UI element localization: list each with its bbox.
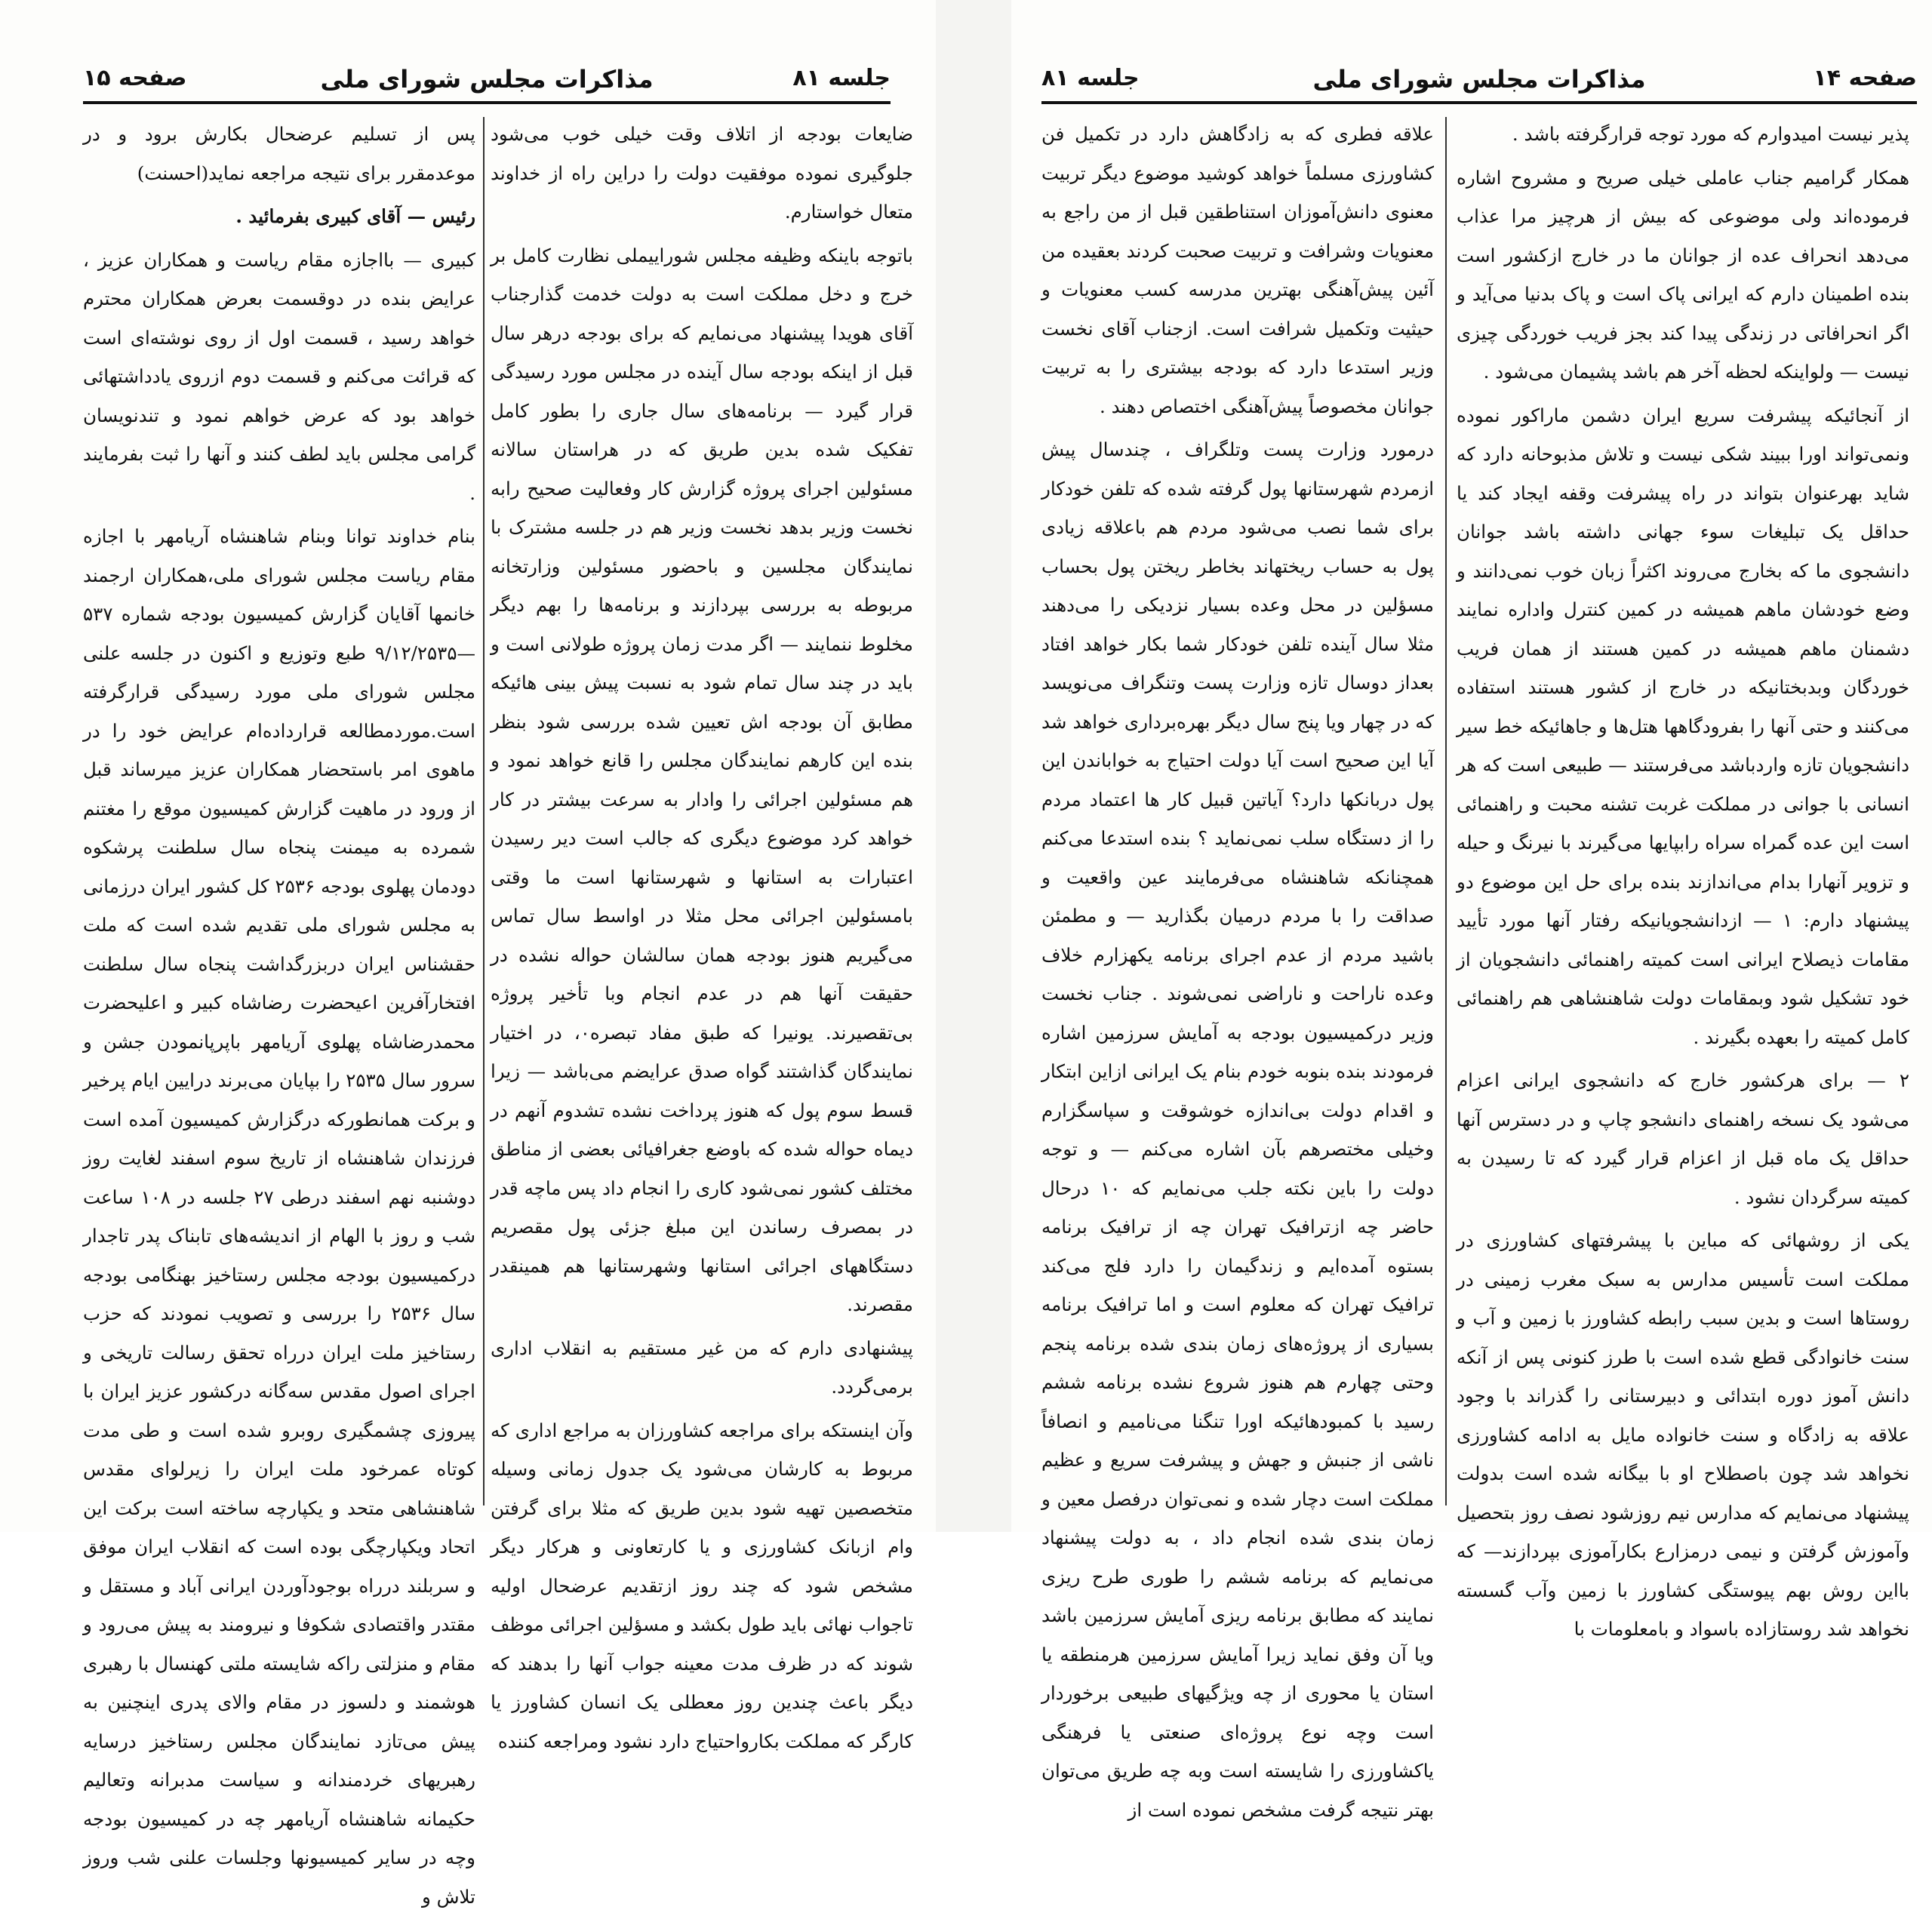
- page-title: مذاکرات مجلس شورای ملی: [320, 65, 654, 94]
- paragraph: پذیر نیست امیدوارم که مورد توجه قرارگرفته باشد .: [1512, 123, 1909, 145]
- right-page-right-column: [1457, 115, 1909, 1649]
- left-page-left-column: [83, 115, 475, 1916]
- page-title: مذاکرات مجلس شورای ملی: [1312, 65, 1646, 94]
- header-rule: [83, 101, 891, 104]
- speaker-line: رئیس — آقای کبیری بفرمائید .: [235, 205, 475, 227]
- left-page-header: [83, 59, 891, 107]
- left-page-right-column: [491, 115, 913, 1761]
- session-number: جلسه ۸۱: [1041, 65, 1140, 91]
- paragraph: پیشنهادی دارم که من غیر مستقیم به انقلاب اداری برمی‌گردد.: [491, 1336, 913, 1398]
- paragraph: همکار گرامیم جناب عاملی خیلی صریح و مشروح اشاره فرموده‌اند ولی موضوعی که بیش از هرچیز مرا عذاب می‌دهد انحراف عده از جوانان ما در خارج ازکشور است بنده اطمینان دارم که ایرانی پاک است و پاک بدنیا می‌آید و اگر انحرافاتی در زندگی پیدا کند بجز فریب خوردگی چیزی نیست — ولواینکه لحظه آخر هم باشد پشیمان می‌شود .: [1457, 166, 1909, 383]
- page-gutter: [936, 0, 1011, 1532]
- column-divider: [483, 117, 485, 1505]
- paragraph: بنام خداوند توانا وبنام شاهنشاه آریامهر با اجازه مقام ریاست مجلس شورای ملی،همکاران ارجمند خانمها آقایان گزارش کمیسیون بودجه شماره ۵۳۷—۹/۱۲/۲۵۳۵ طبع وتوزیع و اکنون در جلسه علنی مجلس شورای ملی مورد رسیدگی قرارگرفته است.موردمطالعه قرارداده‌ام عرایض خود را در ماهوی امر باستحضار همکاران عزیز میرساند قبل از ورود در ماهیت گزارش کمیسیون موقع را مغتنم شمرده به میمنت پنجاه سال سلطنت پرشکوه دودمان پهلوی بودجه ۲۵۳۶ کل کشور ایران درزمانی به مجلس شورای ملی تقدیم شده است که ملت حقشناس ایران دربزرگداشت پنجاه سال سلطنت افتخارآفرین اعیحضرت رضاشاه کبیر و اعلیحضرت محمدرضاشاه پهلوی آریامهر باپرپانمودن جشن و سرور سال ۲۵۳۵ را بپایان می‌برند درایین ایام پرخیر و برکت همانطورکه درگزارش کمیسیون آمده است فرزندان شاهنشاه از تاریخ سوم اسفند لغایت روز دوشنبه نهم اسفند درطی ۲۷ جلسه در ۱۰۸ ساعت شب و روز با الهام از اندیشه‌های تابناک پدر تاجدار درکمیسیون بودجه مجلس رستاخیز بهنگامی بودجه سال ۲۵۳۶ را بررسی و تصویب نمودند که حزب رستاخیز ملت ایران درراه تحقق رسالت تاریخی و اجرای اصول مقدس سه‌گانه درکشور عزیز ایران با پیروزی چشمگیری روبرو شده است و طی مدت کوتاه عمرخود ملت ایران را زیرلوای مقدس شاهنشاهی متحد و یکپارچه ساخته است برکت این اتحاد ویکپارچگی بوده است که انقلاب ایران موفق و سربلند درراه بوجودآوردن ایرانی آباد و مستقل و مقتدر واقتصادی شکوفا و نیرومند به پیش می‌رود و مقام و منزلتی راکه شایسته ملتی کهنسال با رهبری هوشمند و دلسوز در مقام والای پدری اینچنین به پیش می‌تازد نمایندگان مجلس رستاخیز درسایه رهبریهای خردمندانه و سیاست مدبرانه وتعالیم حکیمانه شاهنشاه آریامهر چه در کمیسیون بودجه وچه در سایر کمیسیونها وجلسات علنی شب وروز تلاش و: [83, 525, 475, 1908]
- page-number: صفحه ۱۵: [83, 65, 187, 91]
- session-number: جلسه ۸۱: [792, 65, 891, 91]
- paragraph: علاقه فطری که به زادگاهش دارد در تکمیل فن کشاورزی مسلماً خواهد کوشید موضوع دیگر تربیت معنوی دانش‌آموزان استناطقین قبل از من راجع به معنویات وشرافت و تربیت صحبت کردند بعقیده من آئین پیش‌آهنگی بهترین مدرسه کسب معنویات و حیثیت وتکمیل شرافت است. ازجناب آقای نخست وزیر استدعا دارد که بودجه بیشتری را به تربیت جوانان مخصوصاً پیش‌آهنگی اختصاص دهند .: [1041, 123, 1434, 417]
- paragraph: ضایعات بودجه از اتلاف وقت خیلی خوب می‌شود جلوگیری نموده موفقیت دولت را دراین راه از خداوند متعال خواستارم.: [491, 123, 913, 223]
- column-divider: [1445, 117, 1447, 1505]
- left-page: [0, 0, 936, 1908]
- right-page-header: [1041, 59, 1917, 107]
- header-rule: [1041, 101, 1917, 104]
- page-number: صفحه ۱۴: [1813, 65, 1917, 91]
- paragraph: وآن اینستکه برای مراجعه کشاورزان به مراجع اداری که مربوط به کارشان می‌شود یک جدول زمانی وسیله متخصصین تهیه شود بدین طریق که مثلا برای گرفتن وام ازبانک کشاورزی و یا کارتعاونی و هرکار دیگر مشخص شود که چند روز ازتقدیم عرضحال اولیه تاجواب نهائی باید طول بکشد و مسؤلین اجرائی موظف شوند که در ظرف مدت معینه جواب آنها را بدهند که دیگر باعث چندین روز معطلی یک انسان کشاورز یا کارگر که مملکت بکارواحتیاج دارد نشود ومراجعه کننده: [491, 1419, 913, 1752]
- paragraph: کبیری — بااجازه مقام ریاست و همکاران عزیز ، عرایض بنده در دوقسمت بعرض همکاران محترم خواهد رسید ، قسمت اول از روی نوشته‌ای است که قرائت می‌کنم و قسمت دوم ازروی یادداشتهائی خواهد بود که عرض خواهم نمود و تندنویسان گرامی مجلس باید لطف کنند و آنها را ثبت بفرمایند .: [83, 248, 475, 504]
- paragraph: درمورد وزارت پست وتلگراف ، چندسال پیش ازمردم شهرستانها پول گرفته شده که تلفن خودکار برای شما نصب می‌شود مردم هم باعلاقه زیادی پول به حساب ریختهاند بخاطر ریختن پول بحساب مسؤلین در محل وعده بسیار نزدیکی را می‌دهند مثلا سال آینده تلفن خودکار شما بکار خواهد افتاد بعداز دوسال تازه وزارت پست وتنگراف می‌نویسد که در چهار ویا پنج سال دیگر بهره‌برداری خواهد شد آیا این صحیح است آیا دولت احتیاج به خواباندن این پول دربانکها دارد؟ آیاتین قبیل کار ها اعتماد مردم را از دستگاه سلب نمی‌نماید ؟ بنده استدعا می‌کنم همچنانکه شاهنشاه می‌فرمایند عین واقعیت و صداقت را با مردم درمیان بگذارید — و مطمئن باشید مردم از عدم اجرای برنامه یکهزارم خلاف وعده ناراحت و ناراضی نمی‌شوند . جناب نخست وزیر درکمیسیون بودجه به آمایش سرزمین اشاره فرمودند بنده بنوبه خودم بنام یک ایرانی ازاین ابتکار و اقدام دولت بی‌اندازه خوشوقت و سپاسگزارم وخیلی مختصرهم بآن اشاره می‌کنم — و توجه دولت را باین نکته جلب می‌نمایم که ۱۰ درحال حاضر چه ازترافیک تهران چه از ترافیک برنامه بستوه آمده‌ایم و زندگیمان را دارد فلج می‌کند ترافیک تهران که معلوم است و اما ترافیک برنامه بسیاری از پروژه‌های زمان بندی شده برنامه پنجم وحتی چهارم هم هنوز شروع نشده برنامه ششم رسید با کمبودهائیکه اورا تنگنا می‌نامیم و انصافاً ناشی از جنبش و جهش و پیشرفت سریع و عظیم مملکت است دچار شده و نمی‌توان درفصل معین و زمان بندی شده انجام داد ، به دولت پیشنهاد می‌نمایم که برنامه ششم را طوری طرح ریزی نمایند که مطابق برنامه ریزی آمایش سرزمین باشد ویا آن وفق نماید زیرا آمایش سرزمین هرمنطقه یا استان یا محوری از چه ویژگیهای طبیعی برخوردار است وچه نوع پروژه‌ای صنعتی یا فرهنگی یاکشاورزی را شایسته است وبه چه طریق می‌توان بهتر نتیجه گرفت مشخص نموده است از: [1041, 438, 1434, 1821]
- paragraph: از آنجائیکه پیشرفت سریع ایران دشمن ماراکور نموده ونمی‌تواند اورا ببیند شکی نیست و تلاش مذبوحانه دارد که شاید بهرعنوان بتواند در راه پیشرفت وقفه ایجاد کند یا حداقل یک تبلیغات سوء جهانی داشته باشد جوانان دانشجوی ما که بخارج می‌روند اکثراً زبان خوب نمی‌دانند و وضع خودشان ماهم همیشه در کمین کنترل واداره نمایند دشمنان ماهم همیشه در کمین هستند از همان فریب خوردگان وبدبختانیکه در خارج از کشور هستند استفاده می‌کنند و حتی آنها را بفرودگاهها هتل‌ها و جاهائیکه خط سیر دانشجویان تازه واردباشد می‌فرستند — طبیعی است که هر انسانی با جوانی در مملکت غربت تشنه محبت و راهنمائی است این عده گمراه سراه رابپایها می‌گیرند با نیرنگ و حیله و تزویر آنهارا بدام می‌اندازند بنده برای حل این موضوع دو پیشنهاد دارم: ۱ — ازدانشجویانیکه رفتار آنها مورد تأیید مقامات ذیصلاح ایرانی است کمیته راهنمائی دانشجویان از خود تشکیل شود وبمقامات دولت شاهنشاهی هم راهنمائی کامل کمیته را بعهده بگیرند .: [1457, 404, 1909, 1048]
- paragraph: ۲ — برای هرکشور خارج که دانشجوی ایرانی اعزام می‌شود یک نسخه راهنمای دانشجو چاپ و در دسترس آنها حداقل یک ماه قبل از اعزام قرار گیرد که تا رسیدن به کمیته سرگردان نشود .: [1457, 1069, 1909, 1208]
- right-page: [1011, 0, 1932, 1821]
- paragraph: باتوجه باینکه وظیفه مجلس شوراییملی نظارت کامل بر خرج و دخل مملکت است به دولت خدمت گذارجناب آقای هویدا پیشنهاد می‌نمایم که برای بودجه درهر سال قبل از اینکه بودجه سال آینده در مجلس مورد رسیدگی قرار گیرد — برنامه‌های سال جاری را بطور کامل تفکیک شده بدین طریق که در هراستان سالانه مسئولین اجرای پروژه گزارش کار وفعالیت صحیح رابه نخست وزیر بدهد نخست وزیر هم در جلسه مشترک با نمایندگان مجلسین و باحضور مسئولین وزارتخانه مربوطه به بررسی بپردازند و برنامه‌ها را بهم دیگر مخلوط ننمایند — اگر مدت زمان پروژه طولانی است و باید در چند سال تمام شود به نسبت پیش بینی هائیکه مطابق آن بودجه اش تعیین شده بررسی شود بنظر بنده این کارهم نمایندگان مجلس را قانع خواهد نمود و هم مسئولین اجرائی را وادار به سرعت بیشتر در کار خواهد کرد موضوع دیگری که جالب است دیر رسیدن اعتبارات به استانها و شهرستانها است ما وقتی بامسئولین اجرائی محل مثلا در اواسط سال تماس می‌گیریم هنوز بودجه همان سالشان حواله نشده در حقیقت آنها هم در عدم انجام وبا تأخیر پروژه بی‌تقصیرند. یونیرا که طبق مفاد تبصره۰، در اختیار نمایندگان گذاشتند گواه صدق عرایضم می‌باشد — زیرا قسط سوم پول که هنوز پرداخت نشده تشدوم آنهم در دیماه حواله شده که باوضع جغرافیائی بعضی از مناطق مختلف کشور نمی‌شود کاری را انجام داد پس ماچه قدر در بمصرف رساندن این مبلغ جزئی پول مقصریم دستگاههای اجرائی استانها وشهرستانها هم همینقدر مقصرند.: [491, 244, 913, 1315]
- paragraph: پس از تسلیم عرضحال بکارش برود و در موعدمقرر برای نتیجه مراجعه نماید(احسنت): [83, 123, 475, 184]
- paragraph: یکی از روشهائی که مباین با پیشرفتهای کشاورزی در مملکت است تأسیس مدارس به سبک مغرب زمینی در روستاها است و بدین سبب رابطه کشاورز با زمین و آب و سنت خانوادگی قطع شده است با طرز کنونی پس از آنکه دانش آموز دوره ابتدائی و دبیرستانی را گذراند با وجود علاقه به زادگاه و سنت خانواده مایل به ادامه کشاورزی نخواهد شد چون باصطلاح او با بیگانه شده است بدولت پیشنهاد می‌نمایم که مدارس نیم روزشود نصف روز بتحصیل وآموزش گرفتن و نیمی درمزارع بکارآموزی بپردازند— که بااین روش بهم پیوستگی کشاورز با زمین وآب گسسته نخواهد شد روستازاده باسواد و بامعلومات با: [1457, 1229, 1909, 1640]
- right-page-left-column: [1041, 115, 1434, 1829]
